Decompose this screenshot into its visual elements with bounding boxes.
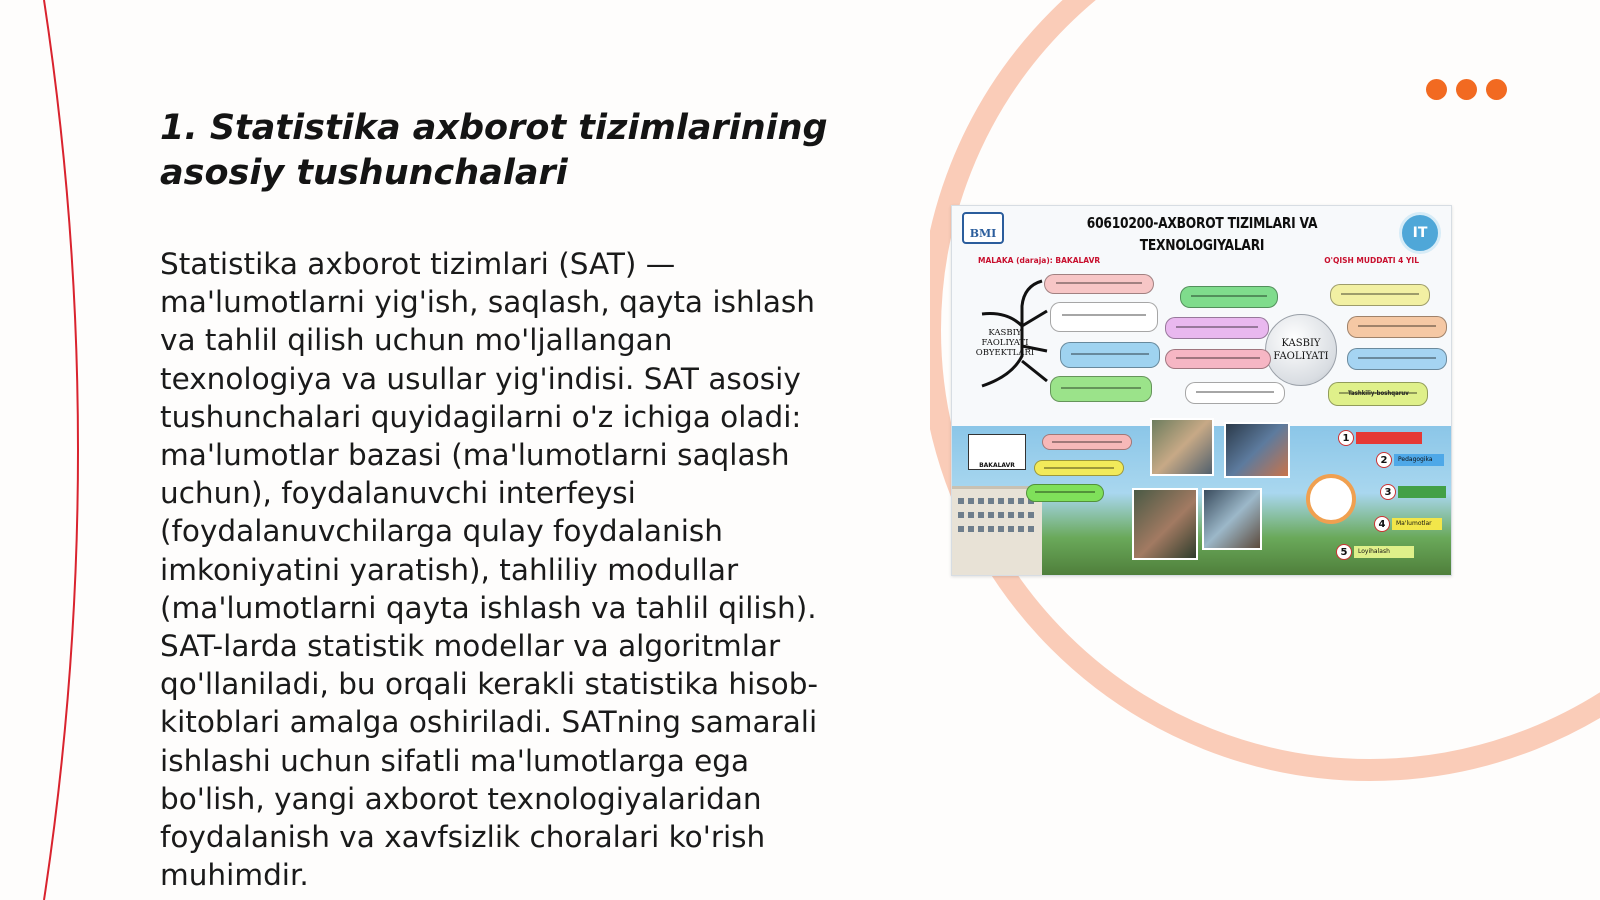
poster-steps-circle [1306, 474, 1356, 524]
poster-photo [1224, 422, 1290, 478]
poster-pill [1347, 316, 1447, 338]
poster-pill [1180, 286, 1278, 308]
poster-pill [1042, 434, 1132, 450]
poster-step-bar-2: Pedagogika [1394, 454, 1444, 466]
poster-step-4: 4 [1374, 516, 1390, 532]
poster-building [958, 526, 1036, 532]
dot-3 [1486, 79, 1507, 100]
poster-pill [1044, 274, 1154, 294]
poster-pill [1347, 348, 1447, 370]
poster-photo [1150, 418, 1214, 476]
poster-bakalavr-box [968, 434, 1026, 470]
poster-pill [1034, 460, 1124, 476]
dot-1 [1426, 79, 1447, 100]
poster-step-bar-4: Ma'lumotlar [1392, 518, 1442, 530]
poster-step-5: 5 [1336, 544, 1352, 560]
poster-building [958, 498, 1036, 504]
poster-logo-left: BMI [962, 212, 1004, 244]
poster-title: 60610200-AXBOROT TIZIMLARI VA TEXNOLOGIYALARI [1086, 214, 1318, 254]
poster-image [951, 205, 1452, 576]
poster-bottom-scene [952, 426, 1451, 575]
poster-pill [1330, 284, 1430, 306]
poster-step-3: 3 [1380, 484, 1396, 500]
poster-qualification: MALAKA (daraja): BAKALAVR [978, 256, 1101, 265]
poster-pill [1050, 302, 1158, 332]
poster-pill [1165, 317, 1269, 339]
poster-pill [1026, 484, 1104, 502]
poster-step-bar-5: Loyihalash [1354, 546, 1414, 558]
poster-logo-right: IT [1399, 212, 1441, 254]
poster-duration: O'QISH MUDDATI 4 YIL [1324, 256, 1419, 265]
dots-decoration [1426, 79, 1507, 100]
poster-step-2: 2 [1376, 452, 1392, 468]
poster-photo [1132, 488, 1198, 560]
poster-activity-circle: KASBIY FAOLIYATI [1265, 314, 1337, 386]
poster-pill [1060, 342, 1160, 368]
poster-step-bar-1 [1356, 432, 1422, 444]
poster-objects-label: KASBIY FAOLIYATI OBYEKTLARI [975, 328, 1035, 358]
poster-bakalavr-label: BAKALAVR [979, 462, 1015, 469]
poster-photo [1202, 488, 1262, 550]
left-curve-line-front [44, 0, 78, 900]
poster-building [958, 512, 1036, 518]
poster-step-bar-3 [1398, 486, 1446, 498]
slide-title: 1. Statistika axborot tizimlarining asosiy tushunchalari [160, 108, 828, 193]
poster-step-1: 1 [1338, 430, 1354, 446]
slide-body-text: Statistika axborot tizimlari (SAT) — ma'lumotlarni yig'ish, saqlash, qayta ishlash va tahlil qilish uchun mo'ljallangan texnologiya va usullar yig'indisi. SAT asosiy tushunchalari quyidagilarni o'z ichiga oladi: ma'lumotlar bazasi (ma'lumotlarni saqlash uchun), foydalanuvchi interfeysi (foydalanuvchilarga qulay foydalanish imkoniyatini yaratish), tahliliy modullar (ma'lumotlarni qayta ishlash va tahlil qilish). SAT-larda statistik modellar va algoritmlar qo'llaniladi, bu orqali kerakli statistika hisob-kitoblari amalga oshiriladi. SATning samarali ishlashi uchun sifatli ma'lumotlarga ega bo'lish, yangi axborot texnologiyalaridan foydalanish va xavfsizlik choralari ko'rish muhimdir. [160, 247, 819, 893]
poster-pill [1165, 349, 1271, 369]
poster-pill-label: Tashkiliy-boshqaruv [1348, 390, 1409, 397]
poster-pill [1050, 376, 1152, 402]
dot-2 [1456, 79, 1477, 100]
poster-pill [1185, 382, 1285, 404]
